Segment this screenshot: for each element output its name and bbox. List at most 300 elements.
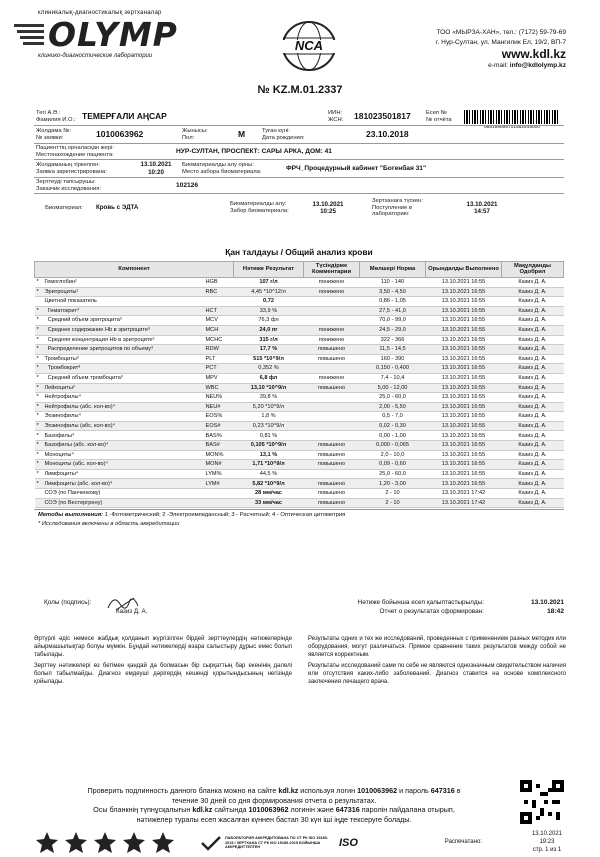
result-value: 17,7 % xyxy=(234,345,304,355)
accreditation-star: * xyxy=(35,335,43,345)
component-name: Лимфоциты⁴ xyxy=(43,469,204,479)
result-comment: повышено xyxy=(304,479,360,489)
reference-range: 11,5 - 14,5 xyxy=(360,345,426,355)
component-name: Тромбокрит³ xyxy=(43,364,204,374)
component-name: Среднее содержание Hb в эритроците³ xyxy=(43,325,204,335)
patient-dob: 23.10.2018 xyxy=(366,128,409,139)
performed-at: 13.10.2021 16:55 xyxy=(426,402,502,412)
performed-at: 13.10.2021 16:55 xyxy=(426,325,502,335)
performed-at: 13.10.2021 16:55 xyxy=(426,373,502,383)
result-value: 0,352 % xyxy=(234,364,304,374)
reference-range: 25,0 - 60,0 xyxy=(360,393,426,403)
dob-label-ru: Дата рождения: xyxy=(262,134,305,141)
component-code: PLT xyxy=(204,354,234,364)
component-name: СОЭ (по Вестергрену) xyxy=(43,498,204,508)
result-value: 33,9 % xyxy=(234,306,304,316)
result-comment xyxy=(304,412,360,422)
result-row xyxy=(35,306,564,316)
result-value: 0,81 % xyxy=(234,431,304,441)
result-comment: повышено xyxy=(304,489,360,499)
patient-address: НУР-СУЛТАН, ПРОСПЕКТ: САРЫ АРКА, ДОМ: 41 xyxy=(176,147,332,155)
approved-by: Казиз Д. А. xyxy=(502,489,564,499)
address-label-ru: Местонахождение пациента: xyxy=(36,151,114,158)
result-value: 39,8 % xyxy=(234,393,304,403)
result-row xyxy=(35,325,564,335)
result-comment xyxy=(304,469,360,479)
accreditation-star: * xyxy=(35,460,43,470)
verify-site[interactable]: kdl.kz xyxy=(278,786,299,795)
reference-range: 1,20 - 3,00 xyxy=(360,479,426,489)
result-comment xyxy=(304,297,360,307)
result-value: 5,82 *10^9/л xyxy=(234,479,304,489)
result-value: 4,45 *10^12/л xyxy=(234,287,304,297)
received-label-kz: Зертханаға түскен: xyxy=(372,198,423,205)
results-table xyxy=(34,261,564,509)
approved-by: Казиз Д. А. xyxy=(502,431,564,441)
methods-note xyxy=(34,509,564,521)
nca-text: NCA xyxy=(294,38,324,53)
result-comment: понижено xyxy=(304,373,360,383)
approved-by: Казиз Д. А. xyxy=(502,354,564,364)
accreditation-star: * xyxy=(35,441,43,451)
accreditation-note: * Исследования включены в область аккредитации xyxy=(38,520,180,527)
accreditation-star: * xyxy=(35,287,43,297)
verify-kz-password: 647316 xyxy=(335,805,360,815)
company-email[interactable]: info@kdlolymp.kz xyxy=(509,61,566,69)
result-row xyxy=(35,297,564,307)
verify-kz-login: 1010063962 xyxy=(248,805,289,815)
nca-logo xyxy=(278,20,340,72)
verify-text-2: используя логин xyxy=(298,786,358,795)
reference-range: 3,50 - 4,50 xyxy=(360,287,426,297)
verify-login: 1010063962 xyxy=(357,786,398,795)
reference-range: 24,5 - 29,0 xyxy=(360,325,426,335)
result-row xyxy=(35,393,564,403)
logo-text: OLYMP xyxy=(48,14,178,54)
customer-label-ru: Заказчик исследования: xyxy=(36,185,101,192)
accreditation-star xyxy=(35,297,43,307)
component-name: Эозинофилы⁴ xyxy=(43,412,204,422)
component-code xyxy=(204,489,234,499)
performed-at: 13.10.2021 16:55 xyxy=(426,431,502,441)
result-row xyxy=(35,431,564,441)
result-comment xyxy=(304,393,360,403)
reference-range: 25,0 - 60,0 xyxy=(360,469,426,479)
component-name: Нейтрофилы (абс. кол-во)⁴ xyxy=(43,402,204,412)
approved-by: Казиз Д. А. xyxy=(502,364,564,374)
reference-range: 0,86 - 1,05 xyxy=(360,297,426,307)
accreditation-star: * xyxy=(35,373,43,383)
verify-kz-4: паролін пайдалана отырып, xyxy=(359,805,455,815)
disclaimer-ru-2: Результаты исследований сами по себе не являются однозначным свидетельством наличия или отсутствия каких-либо заболеваний. Диагноз ставится на основе комплексного заключения лечащего врача. xyxy=(308,663,566,685)
result-row xyxy=(35,345,564,355)
result-comment: повышено xyxy=(304,354,360,364)
reference-range: 2,00 - 5,50 xyxy=(360,402,426,412)
results-title: Қан талдауы / Общий анализ крови xyxy=(225,247,373,257)
company-website[interactable]: www.kdl.kz xyxy=(501,46,566,61)
checkmark-icon xyxy=(200,835,222,851)
qr-code-icon xyxy=(520,780,564,824)
reference-range: 2,0 - 10,0 xyxy=(360,450,426,460)
iin-label-1: ИИН: xyxy=(328,109,343,116)
lab-name-ru: клинико-диагностические лаборатории xyxy=(38,52,153,59)
component-code: MCH xyxy=(204,325,234,335)
award-badge-icon xyxy=(150,831,176,855)
company-name: ТОО «МЫРЗА-ХАН», тел.: (7172) 59-79-69 xyxy=(436,29,566,36)
component-name: Средний объем эритроцита³ xyxy=(43,316,204,326)
verify-text-3: и пароль xyxy=(397,786,431,795)
performed-at: 13.10.2021 16:55 xyxy=(426,364,502,374)
component-code: EOS% xyxy=(204,412,234,422)
component-name: Средний объем тромбоцита³ xyxy=(43,373,204,383)
registered-label-ru: Заявка зарегистрирована: xyxy=(36,168,107,175)
disclaimer-kz-2: Зерттеу нәтижелері өз бетімен қандай да болмасын бір сырқаттың бар екенінің дәлелі болып табылмайды. Диагноз емдеуші дәрігердің кешенді қорытындысының негізінде қойылады. xyxy=(34,663,292,685)
verify-kz-5: нәтижелер туралы есеп жасалған күннен бастап 30 күн іші іңде тексеруге болады. xyxy=(136,815,412,825)
result-value: 315 г/л xyxy=(234,335,304,345)
component-name: Нейтрофилы⁴ xyxy=(43,393,204,403)
result-comment xyxy=(304,364,360,374)
reference-range: 2 - 10 xyxy=(360,498,426,508)
collected-time: 10:25 xyxy=(320,208,336,215)
performed-at: 13.10.2021 16:55 xyxy=(426,421,502,431)
component-code: MON# xyxy=(204,460,234,470)
approved-by: Казиз Д. А. xyxy=(502,383,564,393)
olymp-logo-icon xyxy=(14,20,48,50)
result-comment: повышено xyxy=(304,498,360,508)
column-header: Орындалды Выполнено xyxy=(426,261,502,277)
component-code: HGB xyxy=(204,277,234,287)
result-value: 24,0 пг xyxy=(234,325,304,335)
verify-password: 647316 xyxy=(430,786,455,795)
accreditation-star: * xyxy=(35,345,43,355)
report-printed-date: 13.10.2021 xyxy=(530,599,564,607)
result-comment xyxy=(304,431,360,441)
approved-by: Казиз Д. А. xyxy=(502,297,564,307)
result-row xyxy=(35,287,564,297)
result-row xyxy=(35,450,564,460)
component-code: MCHC xyxy=(204,335,234,345)
component-name: Средняя концентрация Hb в эритроците³ xyxy=(43,335,204,345)
approved-by: Казиз Д. А. xyxy=(502,287,564,297)
result-row xyxy=(35,498,564,508)
performed-at: 13.10.2021 16:55 xyxy=(426,479,502,489)
component-name: Моноциты (абс. кол-во)⁴ xyxy=(43,460,204,470)
approved-by: Казиз Д. А. xyxy=(502,373,564,383)
accreditation-star: * xyxy=(35,325,43,335)
reference-range: 0,5 - 7,0 xyxy=(360,412,426,422)
result-row xyxy=(35,489,564,499)
document-number: № KZ.M.01.2337 xyxy=(257,84,343,96)
component-name: Базофилы (абс. кол-во)⁴ xyxy=(43,441,204,451)
olymp-logo xyxy=(14,14,214,54)
sample-site-label-kz: Биоматериалды алу орны: xyxy=(182,161,254,168)
result-row xyxy=(35,402,564,412)
collected-date: 13.10.2021 xyxy=(312,200,344,208)
result-row xyxy=(35,383,564,393)
result-value: 0,105 *10^9/л xyxy=(234,441,304,451)
collected-label-kz: Биоматериалды алу: xyxy=(230,201,287,208)
performed-at: 13.10.2021 16:55 xyxy=(426,460,502,470)
accreditation-star xyxy=(35,498,43,508)
performed-at: 13.10.2021 17:42 xyxy=(426,489,502,499)
result-row xyxy=(35,316,564,326)
result-value: 33 мм/час xyxy=(234,498,304,508)
column-header: Мақұлданды Одобрил xyxy=(502,261,564,277)
approved-by: Казиз Д. А. xyxy=(502,277,564,287)
result-value: 0,23 *10^9/л xyxy=(234,421,304,431)
received-date: 13.10.2021 xyxy=(466,200,498,208)
verify-kz-site[interactable]: kdl.kz xyxy=(192,805,213,815)
sample-site: ФРЧ_Процедурный кабинет "Богенбая 31" xyxy=(286,164,427,172)
company-info xyxy=(436,28,566,71)
verify-text-5: течение 30 дней со дня формирования отчета о результатах. xyxy=(171,795,377,805)
printed-label: Распечатано: xyxy=(444,838,482,845)
reference-range: 2 - 10 xyxy=(360,489,426,499)
result-value: 5,20 *10^9/л xyxy=(234,402,304,412)
component-code: WBC xyxy=(204,383,234,393)
result-row xyxy=(35,460,564,470)
accreditation-star: * xyxy=(35,479,43,489)
approved-by: Казиз Д. А. xyxy=(502,393,564,403)
sample-site-label-ru: Место забора биоматериала: xyxy=(182,168,262,175)
approved-by: Казиз Д. А. xyxy=(502,316,564,326)
result-row xyxy=(35,354,564,364)
verify-kz-3: логинін және xyxy=(288,805,336,815)
report-printed-label: Нәтиже бойынша есеп қалыптастырылды: xyxy=(357,599,484,607)
component-name: Распределение эритроцитов по объему³ xyxy=(43,345,204,355)
accreditation-star: * xyxy=(35,306,43,316)
iin-label-2: ЖСН: xyxy=(328,116,344,123)
accreditation-star: * xyxy=(35,354,43,364)
approved-by: Казиз Д. А. xyxy=(502,421,564,431)
award-badge-icon xyxy=(92,831,118,855)
patient-iin: 181023501817 xyxy=(354,110,411,121)
reference-range: 27,5 - 41,0 xyxy=(360,306,426,316)
result-value: 44,5 % xyxy=(234,469,304,479)
result-comment: повышено xyxy=(304,460,360,470)
result-value: 1,8 % xyxy=(234,412,304,422)
reference-range: 5,00 - 12,00 xyxy=(360,383,426,393)
component-code: MPV xyxy=(204,373,234,383)
report-label-ru: № отчёта xyxy=(426,116,452,123)
result-row xyxy=(35,373,564,383)
result-row xyxy=(35,335,564,345)
performed-at: 13.10.2021 16:55 xyxy=(426,354,502,364)
result-comment xyxy=(304,402,360,412)
verify-text-4: в xyxy=(454,786,461,795)
component-code: MCV xyxy=(204,316,234,326)
result-comment: повышено xyxy=(304,450,360,460)
component-code xyxy=(204,498,234,508)
component-code: BAS% xyxy=(204,431,234,441)
accreditation-star: * xyxy=(35,277,43,287)
result-row xyxy=(35,441,564,451)
lab-name-kz: клиникалық-диагностикалық зертханалар xyxy=(38,10,162,16)
report-formed-label: Отчет о результатах сформирован: xyxy=(379,608,484,615)
performed-at: 13.10.2021 16:55 xyxy=(426,441,502,451)
component-name: Базофилы⁴ xyxy=(43,431,204,441)
disclaimer xyxy=(34,636,566,687)
name-label-ru: Фамилия И.О.: xyxy=(36,116,76,123)
result-value: 13,10 *10^9/л xyxy=(234,383,304,393)
sex-label-kz: Жынысы: xyxy=(182,127,208,134)
signature-label: Қолы (подпись): xyxy=(44,599,92,607)
reference-range: 70,0 - 99,0 xyxy=(360,316,426,326)
result-comment: понижено xyxy=(304,277,360,287)
sex-label-ru: Пол: xyxy=(182,134,195,141)
reference-range: 0,09 - 0,60 xyxy=(360,460,426,470)
column-header: Нәтиже Результат xyxy=(234,261,304,277)
signature-section xyxy=(44,592,564,616)
result-comment: повышено xyxy=(304,383,360,393)
approved-by: Казиз Д. А. xyxy=(502,441,564,451)
award-badge-icon xyxy=(121,831,147,855)
barcode-number: 068198696701582449000 xyxy=(483,125,541,130)
approved-by: Казиз Д. А. xyxy=(502,479,564,489)
company-address: г. Нур-Султан, ул. Мангилик Ел, 19/2, ВП-7 xyxy=(435,38,566,46)
component-code: NEU% xyxy=(204,393,234,403)
award-badge-icon xyxy=(63,831,89,855)
performed-at: 13.10.2021 16:55 xyxy=(426,287,502,297)
column-header: Түсіндірме Комментарии xyxy=(304,261,360,277)
column-header: Компонент xyxy=(35,261,234,277)
footer xyxy=(34,786,566,855)
reference-range: 0,00 - 1,00 xyxy=(360,431,426,441)
result-row xyxy=(35,479,564,489)
result-value: 76,3 фл xyxy=(234,316,304,326)
component-code: RBC xyxy=(204,287,234,297)
result-comment xyxy=(304,421,360,431)
reference-range: 0,000 - 0,065 xyxy=(360,441,426,451)
biomaterial-label: Биоматериал: xyxy=(45,204,83,211)
reference-range: 160 - 390 xyxy=(360,354,426,364)
approved-by: Казиз Д. А. xyxy=(502,450,564,460)
customer-label-kz: Зерттеуді тапсырушы: xyxy=(36,178,96,185)
performed-at: 13.10.2021 16:55 xyxy=(426,335,502,345)
patient-name: ТЕМЕРҒАЛИ АҢСАР xyxy=(82,110,167,121)
result-comment: понижено xyxy=(304,287,360,297)
registered-date: 13.10.2021 xyxy=(140,161,172,169)
performed-at: 13.10.2021 16:55 xyxy=(426,393,502,403)
component-name: Цветной показатель xyxy=(43,297,204,307)
order-label-kz: Жолдама №: xyxy=(36,127,72,134)
printed-date: 13.10.2021 xyxy=(531,831,562,838)
biomaterial: Кровь с ЭДТА xyxy=(96,204,139,212)
component-name: Эозинофилы (абс. кол-во)⁴ xyxy=(43,421,204,431)
approved-by: Казиз Д. А. xyxy=(502,412,564,422)
approved-by: Казиз Д. А. xyxy=(502,345,564,355)
lab-logo-block xyxy=(14,10,214,60)
approved-by: Казиз Д. А. xyxy=(502,306,564,316)
accreditation-star: * xyxy=(35,421,43,431)
component-name: Эритроциты¹ xyxy=(43,287,204,297)
approved-by: Казиз Д. А. xyxy=(502,469,564,479)
result-row xyxy=(35,421,564,431)
component-name: Тромбоциты² xyxy=(43,354,204,364)
result-value: 0,72 xyxy=(234,297,304,307)
performed-at: 13.10.2021 16:55 xyxy=(426,297,502,307)
reference-range: 7,4 - 10,4 xyxy=(360,373,426,383)
order-number: 1010063962 xyxy=(96,128,144,139)
disclaimer-ru-1: Результаты одних и тех же исследований, проведенных с применением разных методик или оборудования, могут различаться. Прямое сравнение таких результатов между собой не является корректным. xyxy=(308,636,566,658)
approved-by: Казиз Д. А. xyxy=(502,498,564,508)
performed-at: 13.10.2021 17:42 xyxy=(426,498,502,508)
address-label-kz: Пациенттің орналасқан жері: xyxy=(36,144,114,151)
customer-code: 102126 xyxy=(176,181,199,189)
result-comment xyxy=(304,306,360,316)
performed-at: 13.10.2021 16:55 xyxy=(426,277,502,287)
component-code: HCT xyxy=(204,306,234,316)
accreditation-star: * xyxy=(35,383,43,393)
reference-range: 0,150 - 0,400 xyxy=(360,364,426,374)
component-code: LYM% xyxy=(204,469,234,479)
award-badge-icon xyxy=(34,831,60,855)
received-label-ru: Поступление в лабораторию: xyxy=(372,204,413,218)
signer-name: Казиз Д. А. xyxy=(116,608,148,615)
performed-at: 13.10.2021 16:55 xyxy=(426,469,502,479)
column-header: Мөлшері Норма xyxy=(360,261,426,277)
page-number: стр. 1 из 1 xyxy=(532,846,562,853)
accreditation-star: * xyxy=(35,469,43,479)
performed-at: 13.10.2021 16:55 xyxy=(426,316,502,326)
result-row xyxy=(35,277,564,287)
result-value: 1,71 *10^9/л xyxy=(234,460,304,470)
results-section xyxy=(34,248,564,530)
performed-at: 13.10.2021 16:55 xyxy=(426,412,502,422)
result-value: 107 г/л xyxy=(234,277,304,287)
result-comment: понижено xyxy=(304,325,360,335)
component-code: BAS# xyxy=(204,441,234,451)
report-formed-time: 18:42 xyxy=(547,608,564,615)
component-code: EOS# xyxy=(204,421,234,431)
reference-range: 322 - 366 xyxy=(360,335,426,345)
awards-row xyxy=(34,831,176,855)
performed-at: 13.10.2021 16:55 xyxy=(426,383,502,393)
accreditation-star: * xyxy=(35,431,43,441)
result-comment: повышено xyxy=(304,441,360,451)
component-code: LYM# xyxy=(204,479,234,489)
patient-info xyxy=(34,108,564,218)
verify-kz-2: сайтында xyxy=(212,805,249,815)
accreditation-star: * xyxy=(35,316,43,326)
methods-text: 1 -Фотометрический; 2 -Электроимпедансный; 3 - Расчетный; 4 - Оптическая цитометрия xyxy=(104,512,346,519)
printed-time: 19:23 xyxy=(539,838,555,845)
methods-label: Методы выполнения: xyxy=(38,512,104,519)
component-name: СОЭ (по Панченкову) xyxy=(43,489,204,499)
accreditation-star: * xyxy=(35,450,43,460)
patient-sex: М xyxy=(238,128,246,139)
report-label-kz: Есеп № xyxy=(426,109,447,116)
component-name: Гематокрит³ xyxy=(43,306,204,316)
result-comment: понижено xyxy=(304,335,360,345)
collected-label-ru: Забор биоматериала: xyxy=(230,208,289,214)
accreditation-star: * xyxy=(35,412,43,422)
result-comment: повышено xyxy=(304,345,360,355)
performed-at: 13.10.2021 16:55 xyxy=(426,306,502,316)
result-value: 515 *10^9/л xyxy=(234,354,304,364)
component-name: Лимфоциты (абс. кол-во)⁴ xyxy=(43,479,204,489)
approved-by: Казиз Д. А. xyxy=(502,325,564,335)
verify-text-1: Проверить подлинность данного бланка можно на сайте xyxy=(87,786,279,795)
accreditation-star xyxy=(35,489,43,499)
accreditation-star: * xyxy=(35,402,43,412)
result-row xyxy=(35,364,564,374)
approved-by: Казиз Д. А. xyxy=(502,460,564,470)
registered-time: 10:20 xyxy=(148,168,164,176)
result-value: 28 мм/час xyxy=(234,489,304,499)
result-comment xyxy=(304,316,360,326)
result-value: 13,1 % xyxy=(234,450,304,460)
